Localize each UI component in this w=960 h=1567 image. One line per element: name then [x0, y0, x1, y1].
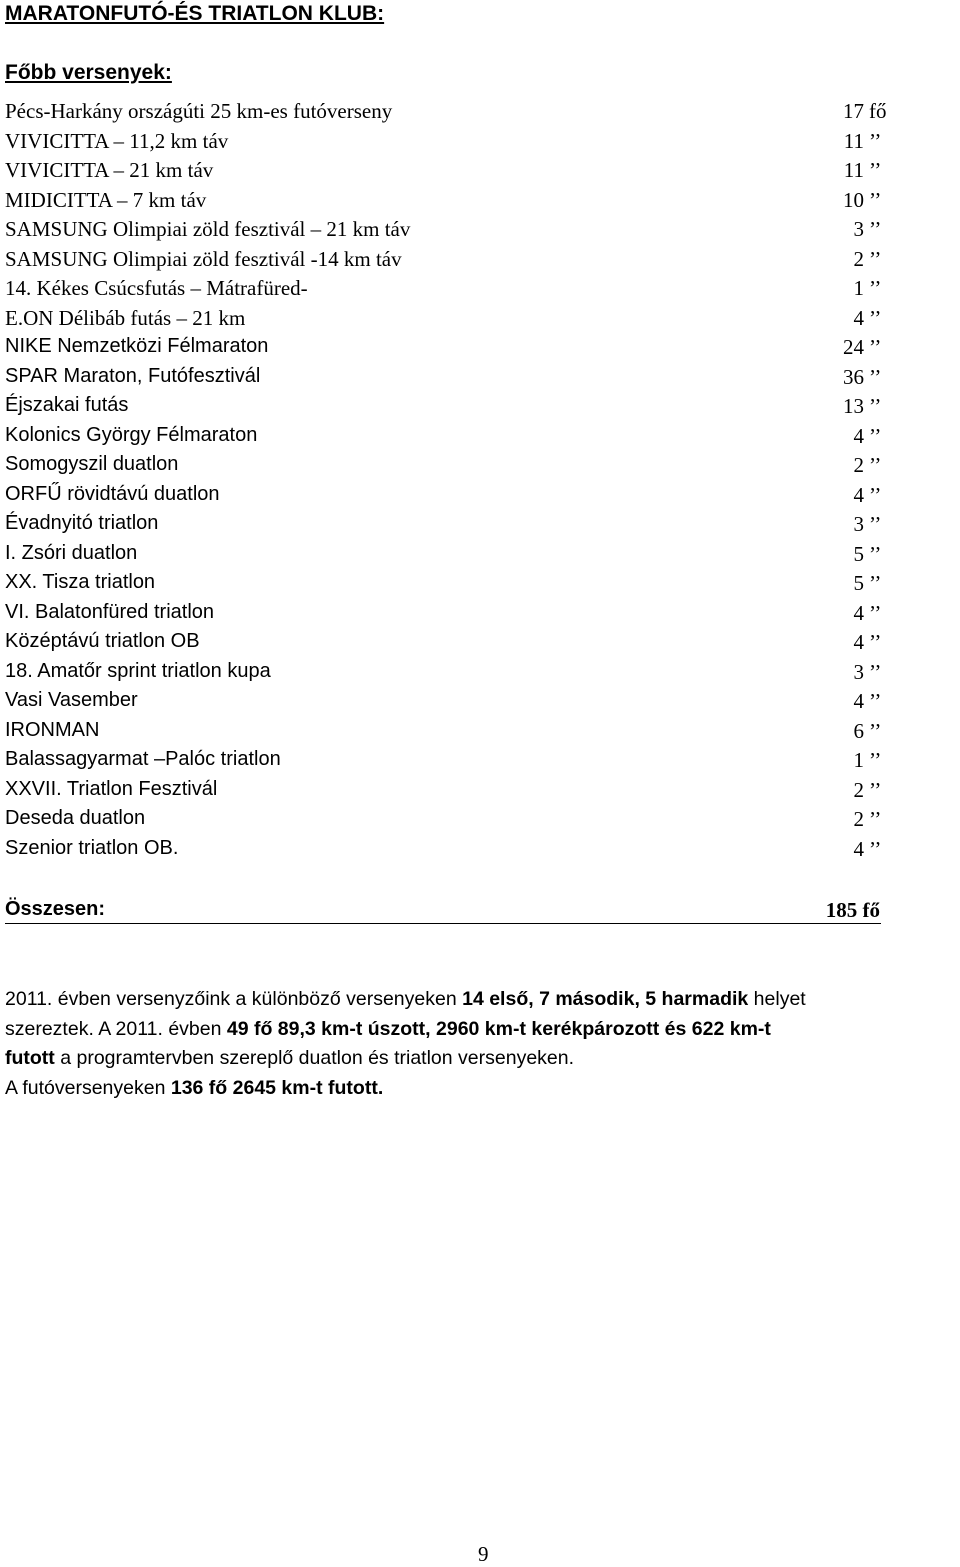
event-unit: ’’ — [869, 748, 882, 772]
page-number: 9 — [478, 1542, 489, 1566]
total-label: Összesen: — [5, 898, 106, 920]
summary-text: 2011. évben versenyzőink a különböző versenyeken — [5, 988, 463, 1010]
event-name: Évadnyitó triatlon — [5, 512, 159, 534]
event-row — [0, 99, 960, 129]
event-count: 36 — [843, 364, 864, 389]
event-unit: ’’ — [869, 246, 882, 271]
summary-paragraph — [5, 985, 960, 1103]
event-unit: ’’ — [869, 276, 882, 300]
event-name: Pécs-Harkány országúti 25 km-es futóverseny — [5, 99, 393, 123]
event-unit: ’’ — [869, 453, 882, 477]
event-name: XXVII. Triatlon Fesztivál — [5, 777, 218, 800]
event-unit: ’’ — [869, 836, 882, 861]
total-row — [0, 898, 960, 928]
event-unit: ’’ — [869, 364, 882, 389]
event-name: SAMSUNG Olimpiai zöld fesztivál – 21 km táv — [5, 217, 411, 241]
event-unit: ’’ — [869, 571, 882, 595]
event-count: 24 — [843, 335, 864, 359]
event-count: 3 — [853, 512, 864, 536]
event-name: E.ON Délibáb futás – 21 km — [5, 305, 246, 330]
event-row — [0, 158, 960, 188]
event-name: ORFŰ rövidtávú duatlon — [5, 482, 220, 505]
event-name: NIKE Nemzetközi Félmaraton — [5, 335, 269, 357]
event-row — [0, 512, 960, 542]
event-row — [0, 424, 960, 454]
event-count: 11 — [843, 158, 864, 182]
event-unit: ’’ — [869, 158, 882, 182]
event-count: 4 — [853, 305, 864, 330]
event-unit: ’’ — [869, 600, 882, 625]
summary-text: a programtervben szereplő duatlon és triatlon versenyeken. — [54, 1047, 575, 1069]
event-unit: ’’ — [869, 482, 882, 507]
event-name: IRONMAN — [5, 718, 100, 741]
event-row — [0, 807, 960, 837]
event-row — [0, 394, 960, 424]
event-name: Deseda duatlon — [5, 807, 146, 829]
event-count: 2 — [853, 777, 864, 802]
event-row — [0, 630, 960, 660]
event-row — [0, 217, 960, 247]
event-unit: ’’ — [869, 217, 882, 241]
event-name: VI. Balatonfüred triatlon — [5, 600, 215, 623]
event-count: 17 — [843, 99, 864, 123]
event-name: Középtávú triatlon OB — [5, 630, 200, 652]
event-unit: ’’ — [869, 187, 882, 212]
event-count: 4 — [853, 482, 864, 507]
event-count: 5 — [853, 541, 864, 566]
event-row — [0, 542, 960, 572]
event-row — [0, 601, 960, 631]
event-unit: ’’ — [869, 423, 882, 448]
event-row — [0, 483, 960, 513]
event-unit: ’’ — [869, 335, 882, 359]
event-name: Szenior triatlon OB. — [5, 836, 179, 859]
event-row — [0, 365, 960, 395]
summary-text: A futóversenyeken — [5, 1076, 171, 1099]
event-unit: ’’ — [869, 305, 882, 330]
event-name: MIDICITTA – 7 km táv — [5, 187, 207, 212]
event-row — [0, 748, 960, 778]
summary-text: helyet — [748, 988, 806, 1010]
event-name: XX. Tisza triatlon — [5, 571, 156, 593]
event-unit: ’’ — [869, 630, 882, 654]
event-count: 2 — [853, 453, 864, 477]
event-row — [0, 837, 960, 867]
summary-bold: futott — [5, 1047, 55, 1069]
event-count: 4 — [853, 630, 864, 654]
event-count: 4 — [853, 836, 864, 861]
event-unit: ’’ — [869, 541, 882, 566]
event-row — [0, 306, 960, 336]
summary-bold: 49 fő 89,3 km-t úszott, 2960 km-t kerékpározott és 622 km-t — [226, 1017, 771, 1040]
summary-text: szereztek. A 2011. évben — [5, 1017, 227, 1040]
event-name: SAMSUNG Olimpiai zöld fesztivál -14 km táv — [5, 246, 402, 271]
event-name: 14. Kékes Csúcsfutás – Mátrafüred- — [5, 276, 308, 300]
event-count: 2 — [853, 807, 864, 831]
event-unit: ’’ — [869, 718, 882, 743]
event-unit: ’’ — [869, 128, 882, 153]
total-value: 185 fő — [825, 898, 880, 922]
event-count: 13 — [843, 394, 864, 418]
event-name: VIVICITTA – 11,2 km táv — [5, 128, 229, 153]
event-unit: ’’ — [869, 394, 882, 418]
event-name: 18. Amatőr sprint triatlon kupa — [5, 659, 271, 682]
event-row — [0, 660, 960, 690]
summary-line-1 — [5, 985, 960, 1015]
event-unit: ’’ — [869, 807, 882, 831]
event-count: 4 — [853, 423, 864, 448]
page-title: MARATONFUTÓ-ÉS TRIATLON KLUB: — [5, 2, 385, 25]
event-name: Somogyszil duatlon — [5, 453, 179, 475]
event-row — [0, 335, 960, 365]
event-count: 2 — [853, 246, 864, 271]
event-row — [0, 188, 960, 218]
event-row — [0, 247, 960, 277]
event-count: 4 — [853, 689, 864, 713]
event-row — [0, 129, 960, 159]
event-count: 6 — [853, 718, 864, 743]
event-count: 4 — [853, 600, 864, 625]
event-row — [0, 276, 960, 306]
event-unit: ’’ — [869, 689, 882, 713]
summary-line-2 — [5, 1015, 960, 1045]
event-count: 1 — [853, 276, 864, 300]
event-unit: fő — [869, 99, 887, 123]
summary-bold: 136 fő 2645 km-t futott. — [170, 1076, 384, 1099]
event-count: 3 — [853, 659, 864, 684]
event-row — [0, 778, 960, 808]
event-name: Vasi Vasember — [5, 689, 138, 711]
event-count: 1 — [853, 748, 864, 772]
event-name: SPAR Maraton, Futófesztivál — [5, 364, 261, 387]
event-row — [0, 453, 960, 483]
event-row — [0, 719, 960, 749]
event-count: 3 — [853, 217, 864, 241]
total-underline — [5, 923, 881, 924]
event-count: 5 — [853, 571, 864, 595]
event-row — [0, 571, 960, 601]
event-count: 10 — [843, 187, 864, 212]
event-name: VIVICITTA – 21 km táv — [5, 158, 214, 182]
event-name: Balassagyarmat –Palóc triatlon — [5, 748, 281, 770]
event-unit: ’’ — [869, 512, 882, 536]
event-row — [0, 689, 960, 719]
event-count: 11 — [843, 128, 864, 153]
summary-bold: 14 első, 7 második, 5 harmadik — [462, 988, 749, 1010]
event-name: Kolonics György Félmaraton — [5, 423, 258, 446]
event-name: Éjszakai futás — [5, 394, 129, 416]
event-name: I. Zsóri duatlon — [5, 541, 138, 564]
event-unit: ’’ — [869, 659, 882, 684]
summary-line-4 — [5, 1074, 960, 1104]
events-list — [0, 99, 960, 866]
event-unit: ’’ — [869, 777, 882, 802]
summary-line-3 — [5, 1044, 960, 1074]
section-heading: Főbb versenyek: — [5, 61, 172, 84]
